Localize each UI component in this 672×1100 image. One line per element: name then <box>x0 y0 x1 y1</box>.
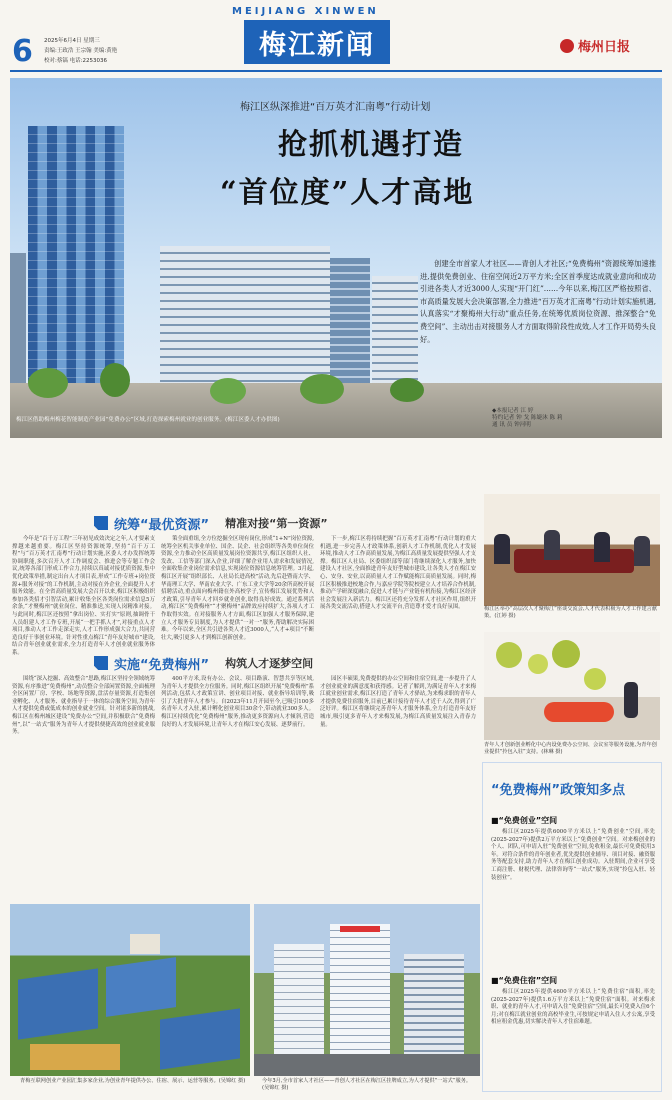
policy-box <box>482 762 662 1092</box>
masthead <box>0 0 672 82</box>
talent-community-photo <box>254 904 480 1076</box>
staff-line-2: 校对:蔡镐 电话:2253036 <box>44 58 107 64</box>
section2-col3: 园区丰硕果,免费提供的办公空间和住宿空间,进一步提升了人才创业就业的满意度和获得感。记者了解到,为满足青年人才来梅江就业创业需求,梅江区打造了青年人才驿站,为来梅求职的青年人才提供免费住宿服务,目前已累计接待青年人才近千人次,得到了广泛好评。梅江区将继续完善青年人才服务体系,全力打造青年友好城市,吸引更多青年人才来梅发展,为梅江高质量发展注入青春力量。 <box>320 676 476 728</box>
logo <box>560 36 630 55</box>
section1-title: 统筹“最优资源” <box>114 517 210 533</box>
staff-line-1: 责编:王政浩 王宗翰 美编:黄艳 <box>44 48 118 54</box>
industrial-park-photo <box>10 904 250 1076</box>
headline-line-1: 抢抓机遇打造 <box>278 127 465 161</box>
meeting-photo <box>484 494 660 606</box>
office-photo-caption: 青年人才创新创业孵化中心内设免费办公空间、会议室等服务设施,为青年创业提供“拎包入驻”支持。(林琳 摄) <box>484 742 657 755</box>
headline-line-2: “首位度”人才高地 <box>220 175 475 209</box>
date-line: 2025年6月4日 星期三 <box>44 38 100 44</box>
section-mark-icon <box>94 656 108 670</box>
page-number: 6 <box>12 34 33 69</box>
lead-text: 创建全市首家人才社区——青创人才社区;“免费梅州”资源统筹加速推进,提供免费创业、住宿空间近2万平方米;全区首季度达成就业意向和成功引进各类人才近3000人,实现“开门红”……今年以来,梅江区严格按照省、市高质量发展大会决策部署,全力推进“百万英才汇南粤”行动计划实施机遇,认真落实“才聚梅州大行动”重点任务,在统筹优质岗位资源、推深整合“免费空间”、主动出击对接服务人才方面取得阶段性成效,人才工作开局势头良好。 <box>420 259 656 344</box>
policy-text-1: 梅江区2025年提供6000平方米以上“免费创业”空间,率先(2025-2027年)提供2万平方米以上“免费创业”空间。对来梅创业的个人、团队,可申请入驻“免费创业”空间,免收租金,最长可免费使用3年。对符合条件的青年创业者,优先提供创业辅导、项目对接、融资服务等配套支持,助力青年人才在梅江创业成功。入驻期间,企业可享受工商注册、财税代理、法律咨询等“一站式”服务,实现“拎包入驻、轻装创业”。 <box>491 829 655 881</box>
masthead-pinyin: MEIJIANG XINWEN <box>232 6 379 17</box>
byline-3: 通 讯 员 钟河明 <box>492 422 531 428</box>
meeting-photo-caption: 梅江区举办“高层次人才聚梅江”座谈交流会,人才代表积极为人才工作建言献策。(江婷 摄) <box>484 606 658 619</box>
policy-heading-2: ■“免费住宿”空间 <box>491 976 558 985</box>
section1-subtitle: 精准对接“第一资源” <box>225 517 328 530</box>
section2-heading <box>94 652 313 674</box>
office-photo <box>484 632 660 740</box>
headline-kicker: 梅江区纵深推进“百万英才汇南粤”行动计划 <box>240 102 431 113</box>
section2-title: 实施“免费梅州” <box>114 657 210 673</box>
hero-caption: 梅江区借助梅州梅花智能制造产业园“免费办公”区域,打造探索梅州就业的创业服务。(梅江区委人才办供图) <box>16 417 280 423</box>
masthead-divider <box>10 70 662 72</box>
plum-blossom-icon <box>560 39 574 53</box>
section1-col3: 下一步,梅江区将持续把握“百万英才汇南粤”行动计划的重大机遇,进一步完善人才政策体系,创新人才工作机制,优化人才发展环境,推动人才工作高质量发展,为梅江高质量发展提供坚强人才支撑。梅江区人社局、区委组织部等部门将继续深化人才服务,加快建设人才社区,全面推进青年友好型城市建设,让各类人才在梅江安心、安身、安业,以高质量人才工作赋能梅江高质量发展。同时,梅江区积极推进校地合作,与嘉应学院等院校建立人才培养合作机制,推动产学研深度融合,促进人才链与产业链有机衔接,为梅江区经济社会发展注入新活力。梅江区还将充分发挥人才社区作用,组织开展各类交流活动,搭建人才交流平台,营造尊才爱才良好氛围。 <box>320 536 476 611</box>
policy-heading-1: ■“免费创业”空间 <box>491 816 558 825</box>
section2-col2: 400平方米,设有办公、会议、项目路演、智慧共享等区域,为青年人才提供全方位服务。同时,梅江区组织开展“免费梅州”系列活动,包括人才政策宣讲、创业项目对接、就业指导培训等,吸引了大批青年人才参与。自2023年11月开园至今,已吸引100多名青年人才入驻,累计孵化创业项目30余个,带动就业300多人。梅江区持续优化“免费梅州”服务,推动更多资源向人才倾斜,营造良好的人才发展环境,让青年人才在梅江安心发展、逐梦前行。 <box>161 676 314 728</box>
byline-1: ◆本报记者 江 婷 <box>492 408 534 414</box>
section-title: 梅江新闻 <box>259 29 375 61</box>
policy-text-2: 梅江区2025年提供4600平方米以上“免费住宿”面积,率先(2025-2027年)提供1.6万平方米以上“免费住宿”面积。对来梅求职、就业的青年人才,可申请入住“免费住宿”空间,最长可免费入住6个月;对在梅江就业创业的高校毕业生,可按规定申请入住人才公寓,享受相应租金优惠,切实解决青年人才住宿难题。 <box>491 989 655 1026</box>
bylines <box>492 408 642 429</box>
lead-box <box>420 258 656 398</box>
industrial-park-caption: 青梅互联网创业产业园汇集多家企业,为创业青年提供办公、住宿、展示、运营等服务。(吴锦红 摄) <box>20 1078 246 1084</box>
policy-box-title: “免费梅州”政策知多点 <box>491 783 626 798</box>
section1-heading <box>94 512 328 534</box>
section1-col1: 今年是“百千万工程”三年初见成效决定之年,人才要素支撑越来越重要。梅江区坚持资源统筹,坚持“百千万工程”与“百万英才汇南粤”行动计划实施,区委人才办发挥统筹协调职能,多次召开人才工作调度会、推进会等专题工作会议,统筹各部门形成工作合力,持续以真诚对接优质资源,集中优化政策举措,制定出台人才项目表,形成“工作专班+岗位资源+服务对接”的工作机制,主动对接在外企业,全面提升人才服务效能。在全省高质量发展大会召开以来,梅江区积极组织参加各类招才引智活动,累计收集全区各类岗位需求信息5万余条,“才聚梅州”就业岗位、精准推送,实现人岗精准对接。与此同时,梅江区还按照“拿出岗位、实打实”原则,抽调骨干人员组建人才工作专班,开展“一把手抓人才”,对接重点人才项目,推动人才工作走深走实,人才工作形成强大合力,共同营造良好干事创业环境。针对性重点梅江“青年友好城市”建设,结合青年创业就业需求,全力打造青年人才创业就业服务体系。 <box>12 536 155 656</box>
logo-text: 梅州日报 <box>578 40 631 55</box>
section2-subtitle: 构筑人才逐梦空间 <box>225 657 314 670</box>
byline-2: 特约记者 钟 戈 陈婕沐 陈 莉 <box>492 415 563 421</box>
section1-col2: 策全面重组,全方位挖掘全区现有岗位,形成“1+N”岗位资源,统筹全区机关事业单位、国企、民企、社会组织等各类单位岗位资源,全力推动全区高质量发展岗位资源共享,梅江区组织人社、发改、工信等部门深入企业,详细了解企业用人需求和发展情况,全面收集企业岗位需求信息,实现岗位资源信息统筹管理。3月起,梅江区开展“组织部长、人社局长进高校”活动,先后赴暨南大学、华南理工大学、华南农业大学、广东工业大学等20余所高校开展招聘活动,重点面向梅州籍在外高校学子,宣传梅江发展优势和人才政策,引导青年人才回乡就业创业,取得良好成效。通过系列活动,梅江区“免费梅州”“才聚梅州”品牌效应持续扩大,各项人才工作取得实效。在对接服务人才方面,梅江区加强人才服务保障,建立人才服务专员制度,为人才提供“一对一”服务,帮助解决实际困难。今年以来,全区共引进各类人才近3000人,“人才+项目”不断壮大,吸引更多人才到梅江创新创业。 <box>161 536 314 641</box>
talent-community-caption: 今年3月,全市首家人才社区——青创人才社区在梅江区挂牌成立,为人才提供“一站式”服务。(吴锦红 摄) <box>262 1078 472 1091</box>
section2-col1: 围绕“深入挖掘、高效整合”思路,梅江区坚持全领域统筹资源,有序推进“免费梅州”,动员整合全部闲置资源,全面梳理全区闲置厂房、学校、场地等资源,盘活存量资源,打造集创业孵化、人才服务、就业指导于一体的综合服务空间,为青年人才提供免费或低成本的创业就业空间。针对诸多新的挑战,梅江区在梅州城区建设“免费办公”空间,并积极联合“免费梅州”,以“一站式”服务为青年人才提供便捷高效的创业就业服务。 <box>12 676 155 736</box>
section-title-box <box>244 20 390 64</box>
section-mark-icon <box>94 516 108 530</box>
